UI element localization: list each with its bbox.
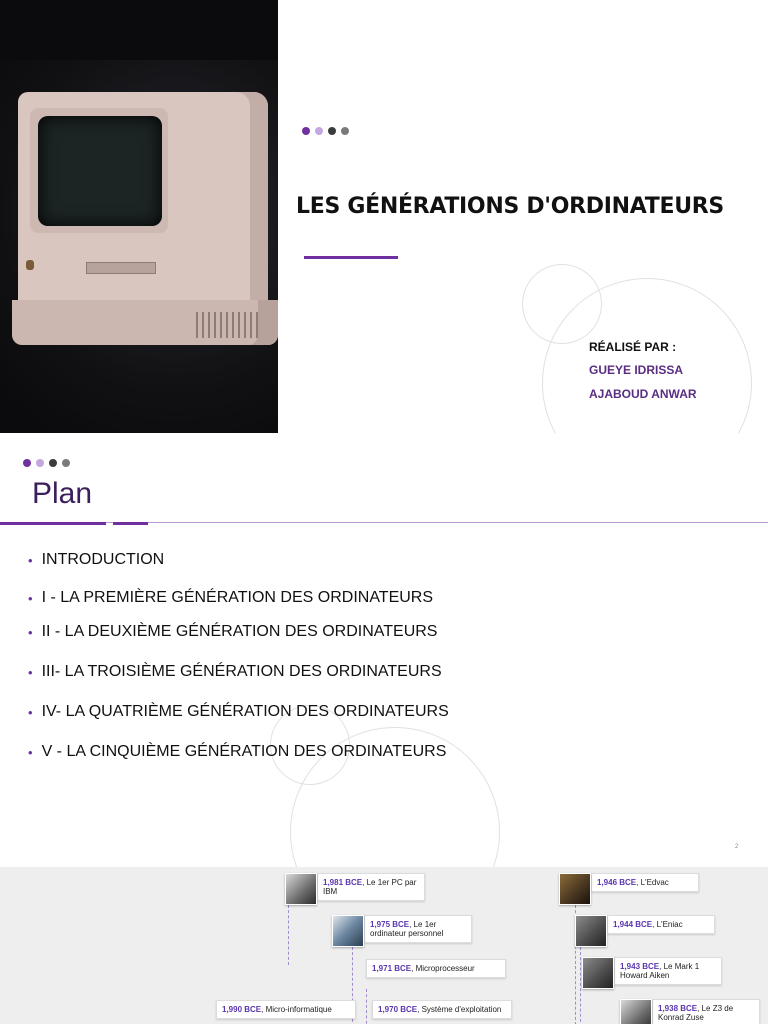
timeline-connector	[288, 905, 289, 965]
event-photo	[582, 957, 614, 989]
event-photo	[620, 999, 652, 1024]
title-slide	[0, 0, 768, 433]
event-label: 1,981 BCE, Le 1er PC par IBM	[317, 873, 425, 901]
timeline-connector	[580, 947, 581, 1024]
timeline-event	[216, 1000, 356, 1019]
event-label: 1,938 BCE, Le Z3 de Konrad Zuse	[652, 999, 760, 1024]
plan-item: • I - LA PREMIÈRE GÉNÉRATION DES ORDINATEURS	[28, 589, 434, 606]
author-name-2: AJABOUD ANWAR	[589, 387, 697, 401]
event-label: 1,971 BCE, Microprocesseur	[366, 959, 506, 978]
plan-slide	[0, 433, 768, 867]
timeline-slide	[0, 867, 768, 1024]
decorative-dots	[302, 127, 349, 135]
event-label: 1,946 BCE, L'Edvac	[591, 873, 699, 892]
timeline-event	[285, 873, 425, 905]
event-label: 1,990 BCE, Micro-informatique	[216, 1000, 356, 1019]
timeline-event	[366, 959, 506, 978]
author-label: RÉALISÉ PAR :	[589, 340, 677, 354]
event-label: 1,970 BCE, Système d'exploitation	[372, 1000, 512, 1019]
timeline-event	[582, 957, 722, 989]
plan-item: • IV- LA QUATRIÈME GÉNÉRATION DES ORDINATEURS	[28, 703, 449, 720]
event-label: 1,943 BCE, Le Mark 1 Howard Aiken	[614, 957, 722, 985]
event-photo	[285, 873, 317, 905]
page-number: 2	[735, 844, 739, 850]
event-photo	[332, 915, 364, 947]
plan-item: • III- LA TROISIÈME GÉNÉRATION DES ORDINATEURS	[28, 663, 442, 680]
event-photo	[575, 915, 607, 947]
plan-item: • V - LA CINQUIÈME GÉNÉRATION DES ORDINATEURS	[28, 743, 447, 760]
timeline-event	[332, 915, 472, 947]
divider-accent-1	[0, 522, 106, 525]
divider-accent-2	[113, 522, 148, 525]
macintosh-photo	[0, 0, 278, 433]
plan-item: • INTRODUCTION	[28, 551, 165, 568]
plan-title: Plan	[32, 477, 93, 510]
timeline-event	[575, 915, 715, 947]
event-label: 1,944 BCE, L'Eniac	[607, 915, 715, 934]
timeline-event	[372, 1000, 512, 1019]
plan-item: • II - LA DEUXIÈME GÉNÉRATION DES ORDINATEURS	[28, 623, 438, 640]
event-photo	[559, 873, 591, 905]
timeline-connector	[366, 989, 367, 1024]
event-label: 1,975 BCE, Le 1er ordinateur personnel	[364, 915, 472, 943]
author-name-1: GUEYE IDRISSA	[589, 363, 684, 377]
slide-title: LES GÉNÉRATIONS D'ORDINATEURS	[296, 194, 724, 219]
title-underline	[304, 256, 398, 259]
timeline-event	[559, 873, 699, 905]
decorative-dots	[23, 459, 70, 467]
timeline-event	[620, 999, 760, 1024]
